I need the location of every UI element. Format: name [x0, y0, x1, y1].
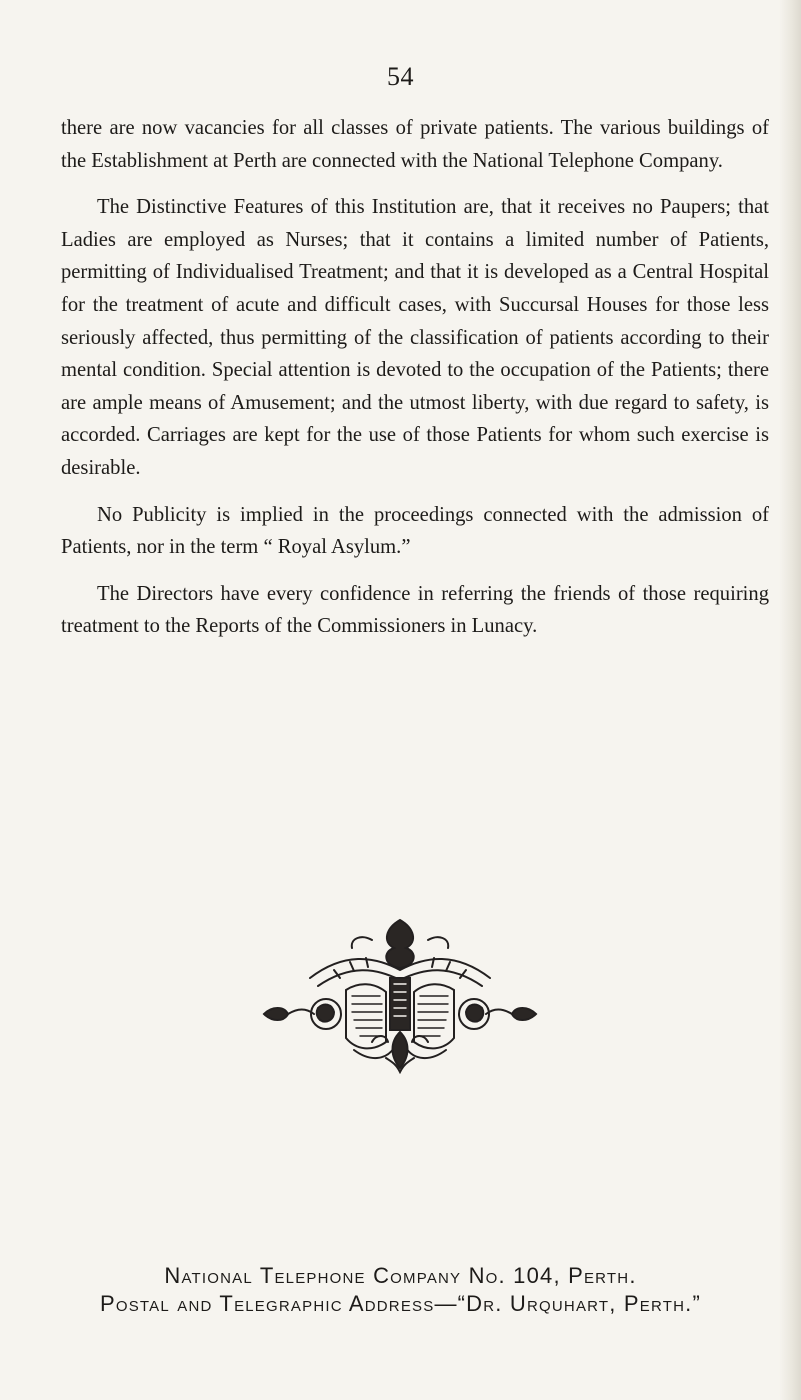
page-edge-shadow — [779, 0, 801, 1400]
ornament-icon — [254, 912, 546, 1074]
paragraph-distinctive-features: The Distinctive Features of this Institution are, that it receives no Paupers; that Ladies are employed as Nurses; that it contains a limited number of Patients, permitting of Individualised Treatment; and that it is developed as a Central Hospital for the treatment of acute and difficult cases, with Succursal Houses for those less seriously affected, thus permitting of the classification of patients according to their mental condition. Special attention is devoted to the occupation of the Patients; there are ample means of Amusement; and the utmost liberty, with due regard to safety, is accorded. Carriages are kept for the use of those Patients for whom such exercise is desirable. — [61, 196, 769, 479]
body-text — [61, 112, 769, 657]
footer-contact — [0, 1262, 801, 1318]
ornament-vignette-icon — [254, 912, 546, 1074]
paragraph-directors: The Directors have every confidence in referring the friends of those requiring treatment to the Reports of the Commissioners in Lunacy. — [61, 582, 769, 638]
paragraph-publicity: No Publicity is implied in the proceedings connected with the admission of Patients, nor in the term “ Royal Asylum.” — [61, 503, 769, 559]
paragraph-vacancies: there are now vacancies for all classes of private patients. The various buildings of the Establishment at Perth are connected with the National Telephone Company. — [61, 117, 769, 172]
footer-telephone-line: National Telephone Company No. 104, Perth. — [164, 1263, 637, 1288]
footer-address-line: Postal and Telegraphic Address—“Dr. Urquhart, Perth.” — [99, 1291, 701, 1316]
page-number: 54 — [387, 62, 414, 91]
